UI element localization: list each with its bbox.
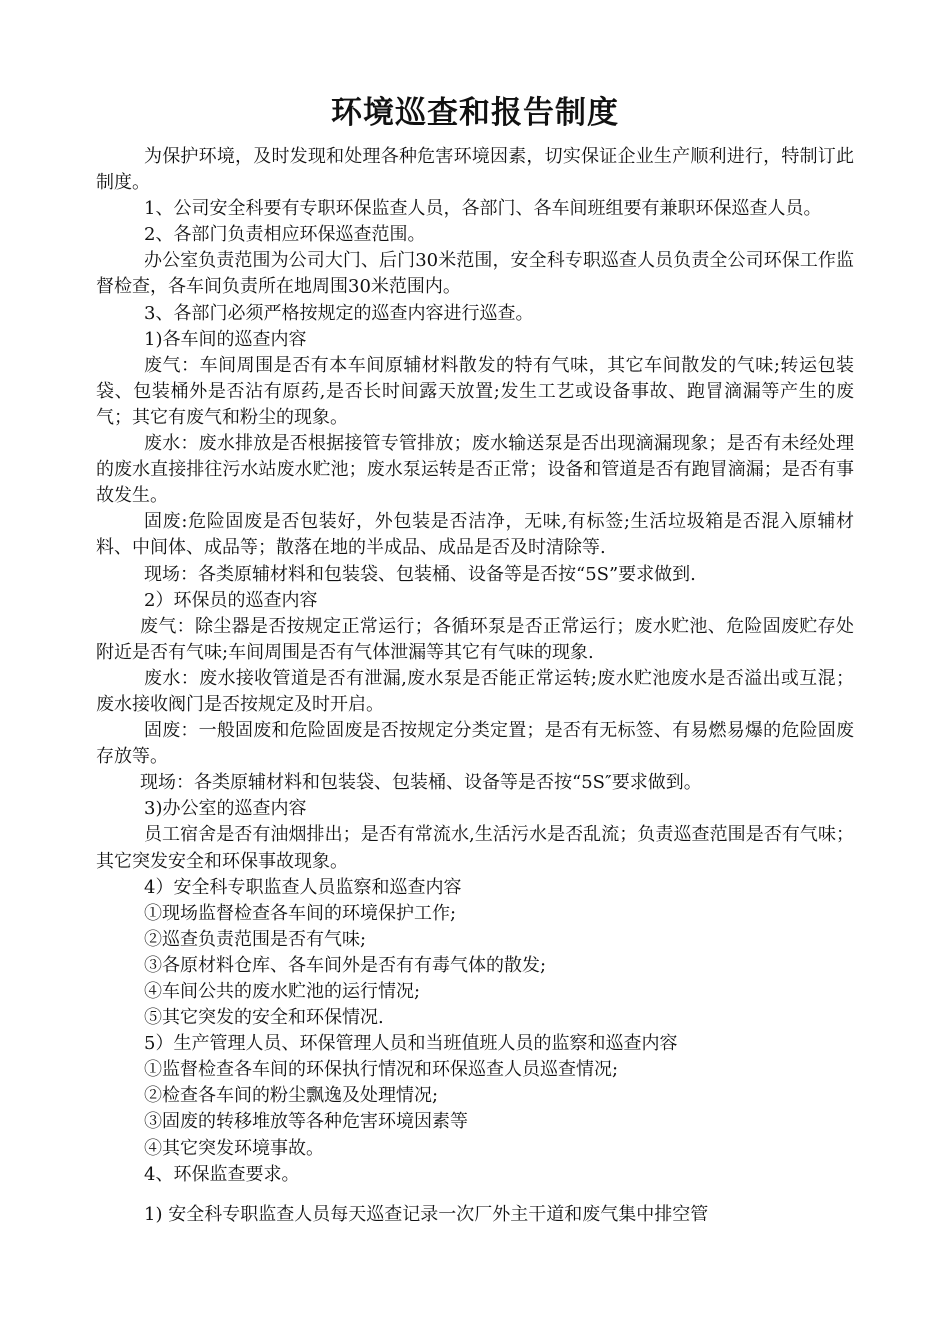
paragraph-workshop-solid: 固废:危险固废是否包装好，外包装是否洁净，无味,有标签;生活垃圾箱是否混入原辅材料、中间体、成品等；散落在地的半成品、成品是否及时清除等.: [96, 511, 854, 559]
subheading-env-officer: 2）环保员的巡查内容: [144, 589, 318, 611]
list-item: ①监督检查各车间的环保执行情况和环保巡查人员巡查情况;: [144, 1059, 619, 1081]
paragraph-officer-water: 废水：废水接收管道是否有泄漏,废水泵是否能正常运转;废水贮池废水是否溢出或互混；废水接收阀门是否按规定及时开启。: [96, 667, 854, 715]
paragraph-section-2: 2、各部门负责相应环保巡查范围。: [144, 224, 426, 246]
paragraph-officer-solid: 固废：一般固废和危险固废是否按规定分类定置；是否有无标签、有易燃易爆的危险固废存放等。: [96, 720, 854, 768]
paragraph-officer-gas: 废气：除尘器是否按规定正常运行；各循环泵是否正常运行；废水贮池、危险固废贮存处附近是否有气味;车间周围是否有气体泄漏等其它有气味的现象.: [96, 615, 854, 663]
list-item: ②检查各车间的粉尘飘逸及处理情况;: [144, 1085, 439, 1107]
paragraph-office: 员工宿舍是否有油烟排出；是否有常流水,生活污水是否乱流；负责巡查范围是否有气味；其它突发安全和环保事故现象。: [96, 824, 854, 872]
list-item: ⑤其它突发的安全和环保情况.: [144, 1007, 384, 1029]
paragraph-section-3: 3、各部门必须严格按规定的巡查内容进行巡查。: [144, 302, 534, 324]
paragraph-workshop-water: 废水：废水排放是否根据接管专管排放；废水输送泵是否出现滴漏现象；是否有未经处理的废水直接排往污水站废水贮池；废水泵运转是否正常；设备和管道是否有跑冒滴漏；是否有事故发生。: [96, 433, 854, 507]
paragraph-requirement-1: 1) 安全科专职监查人员每天巡查记录一次厂外主干道和废气集中排空管: [144, 1203, 709, 1225]
list-item: ④其它突发环境事故。: [144, 1137, 324, 1159]
paragraph-section-4: 4、环保监查要求。: [144, 1163, 300, 1185]
list-item: ③各原材料仓库、各车间外是否有有毒气体的散发;: [144, 954, 547, 976]
paragraph-intro: 为保护环境，及时发现和处理各种危害环境因素，切实保证企业生产顺利进行，特制订此制度。: [96, 146, 854, 194]
list-item: ①现场监督检查各车间的环境保护工作;: [144, 902, 457, 924]
paragraph-scope: 办公室负责范围为公司大门、后门30米范围，安全科专职巡查人员负责全公司环保工作监督检查，各车间负责所在地周围30米范围内。: [96, 250, 854, 298]
paragraph-workshop-gas: 废气：车间周围是否有本车间原辅材料散发的特有气味，其它车间散发的气味;转运包装袋、包装桶外是否沾有原药,是否长时间露天放置;发生工艺或设备事故、跑冒滴漏等产生的废气；其它有废气和粉尘的现象。: [96, 354, 854, 428]
subheading-safety-dept: 4）安全科专职监查人员监察和巡查内容: [144, 876, 462, 898]
subheading-production-mgmt: 5）生产管理人员、环保管理人员和当班值班人员的监察和巡查内容: [144, 1033, 678, 1055]
subheading-office: 3)办公室的巡查内容: [144, 798, 307, 820]
list-item: ④车间公共的废水贮池的运行情况;: [144, 981, 421, 1002]
list-item: ③固废的转移堆放等各种危害环境因素等: [144, 1111, 468, 1133]
paragraph-officer-site: 现场：各类原辅材料和包装袋、包装桶、设备等是否按“5S″要求做到。: [140, 772, 702, 794]
list-item: ②巡查负责范围是否有气味;: [144, 928, 367, 950]
subheading-workshop: 1)各车间的巡查内容: [144, 328, 307, 350]
paragraph-section-1: 1、公司安全科要有专职环保监查人员，各部门、各车间班组要有兼职环保巡查人员。: [144, 198, 822, 220]
paragraph-workshop-site: 现场：各类原辅材料和包装袋、包装桶、设备等是否按“5S”要求做到.: [144, 563, 696, 585]
document-title: 环境巡查和报告制度: [331, 95, 619, 131]
